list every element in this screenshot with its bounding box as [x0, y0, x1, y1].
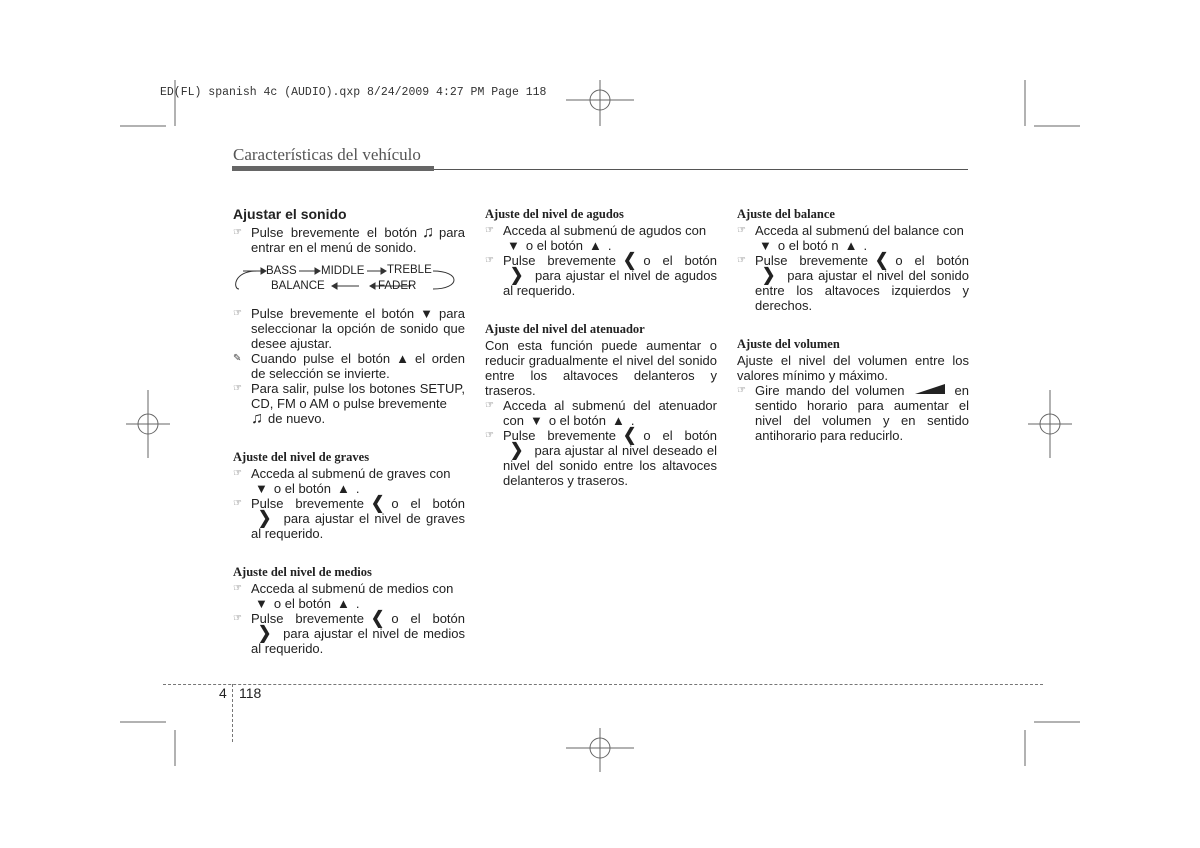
list-item: ☞ Para salir, pulse los botones SETUP, CD, FM o AM o pulse brevemente ♫ de nuevo.	[233, 381, 465, 427]
hand-bullet-icon: ☞	[737, 385, 746, 396]
hand-bullet-icon: ☞	[233, 468, 242, 479]
volumen-description: Ajuste el nivel del volumen entre los valores mínimo y máximo.	[737, 353, 969, 383]
sound-sequence-diagram	[233, 263, 465, 301]
heading-atenuador: Ajuste del nivel del atenuador	[485, 322, 645, 336]
hand-bullet-icon: ☞	[485, 430, 494, 441]
list-item: ☞ Pulse brevemente el botón ♫ para entrar en el menú de sonido.	[233, 224, 465, 255]
up-arrow-icon: ▲	[588, 238, 602, 253]
left-chevron-icon: ❮	[623, 426, 637, 445]
heading-sound: Ajustar el sonido	[233, 206, 347, 222]
page-number-value: 118	[239, 685, 262, 701]
list-item: ☞ Acceda al submenú de graves con ▼ o el botón ▲ .	[233, 466, 451, 496]
list-item: ☞ Pulse brevemente ❮ o el botón❯ para ajustar el nivel de agudos al requerido.	[485, 251, 717, 298]
hand-bullet-icon: ☞	[233, 227, 242, 238]
hand-bullet-icon: ☞	[233, 308, 242, 319]
down-arrow-icon: ▼	[507, 238, 520, 253]
print-file-info: ED(FL) spanish 4c (AUDIO).qxp 8/24/2009 4:27 PM Page 118	[160, 86, 547, 99]
title-rule-thick	[232, 166, 434, 171]
down-arrow-icon: ▼	[420, 306, 433, 321]
note-item: ✎ Cuando pulse el botón ▲ el orden de selección se invierte.	[233, 351, 465, 381]
list-item: ☞ Acceda al submenú de agudos con ▼ o el botón ▲ .	[485, 223, 707, 253]
right-chevron-icon: ❯	[510, 266, 524, 285]
hand-bullet-icon: ☞	[233, 383, 242, 394]
hand-bullet-icon: ☞	[233, 613, 242, 624]
section-title: Características del vehículo	[233, 145, 421, 164]
left-chevron-icon: ❮	[623, 251, 637, 270]
volume-wedge-icon	[915, 384, 945, 394]
list-item: ☞ Pulse brevemente ❮ o el botón❯ para ajustar el nivel de graves al requerido.	[233, 494, 465, 541]
up-arrow-icon: ▲	[336, 596, 350, 611]
heading-agudos: Ajuste del nivel de agudos	[485, 207, 624, 221]
down-arrow-icon: ▼	[255, 481, 268, 496]
hand-bullet-icon: ☞	[233, 498, 242, 509]
list-item: ☞ Pulse brevemente el botón ▼ para seleccionar la opción de sonido que desee ajustar.	[233, 306, 465, 351]
footer-dashed-rule	[163, 684, 1043, 685]
down-arrow-icon: ▼	[529, 413, 543, 428]
hand-bullet-icon: ☞	[485, 225, 494, 236]
chapter-number: 4	[219, 685, 227, 701]
list-item: ☞ Pulse brevemente ❮ o el botón❯ para ajustar el nivel del sonido entre los altavoces izquierdos y derechos.	[737, 251, 969, 313]
seq-treble: TREBLE	[387, 264, 432, 276]
list-item: ☞ Pulse brevemente ❮ o el botón❯ para ajustar al nivel deseado el nivel del sonido entre los altavoces delanteros y traseros.	[485, 426, 717, 488]
list-item: ☞ Acceda al submenú del atenuador con ▼ o el botón ▲ .	[485, 398, 717, 428]
seq-balance: BALANCE	[271, 280, 325, 292]
pencil-note-icon: ✎	[233, 353, 242, 364]
hand-bullet-icon: ☞	[485, 400, 494, 411]
right-chevron-icon: ❯	[762, 266, 776, 285]
down-arrow-icon: ▼	[759, 238, 772, 253]
seq-fader: FADER	[378, 280, 417, 292]
title-rule-thin	[434, 169, 968, 170]
hand-bullet-icon: ☞	[485, 255, 494, 266]
music-button-icon: ♫	[421, 224, 434, 241]
left-chevron-icon: ❮	[371, 494, 385, 513]
music-button-icon: ♫	[251, 410, 263, 427]
hand-bullet-icon: ☞	[737, 225, 746, 236]
right-chevron-icon: ❯	[510, 441, 524, 460]
up-arrow-icon: ▲	[336, 481, 350, 496]
left-chevron-icon: ❮	[371, 609, 385, 628]
hand-bullet-icon: ☞	[737, 255, 746, 266]
right-chevron-icon: ❯	[258, 509, 272, 528]
atenuador-description: Con esta función puede aumentar o reducir gradualmente el nivel del sonido entre los altavoces delanteros y traseros.	[485, 338, 717, 398]
up-arrow-icon: ▲	[611, 413, 625, 428]
up-arrow-icon: ▲	[844, 238, 858, 253]
column-1	[233, 207, 465, 656]
heading-balance: Ajuste del balance	[737, 207, 835, 221]
list-item: ☞ Pulse brevemente ❮ o el botón❯ para ajustar el nivel de medios al requerido.	[233, 609, 465, 656]
footer-dashed-divider	[232, 684, 233, 742]
left-chevron-icon: ❮	[875, 251, 889, 270]
list-item: ☞ Gire mando del volumen en sentido horario para aumentar el nivel del volumen y en sentido antihorario para reducirlo.	[737, 383, 969, 443]
list-item: ☞ Acceda al submenú del balance con ▼ o el botó n ▲ .	[737, 223, 964, 253]
right-chevron-icon: ❯	[258, 624, 272, 643]
up-arrow-icon: ▲	[396, 351, 409, 366]
list-item: ☞ Acceda al submenú de medios con ▼ o el botón ▲ .	[233, 581, 454, 611]
down-arrow-icon: ▼	[255, 596, 268, 611]
seq-bass: BASS	[266, 265, 297, 277]
column-3	[737, 207, 969, 443]
heading-volumen: Ajuste del volumen	[737, 337, 840, 351]
hand-bullet-icon: ☞	[233, 583, 242, 594]
seq-middle: MIDDLE	[321, 265, 365, 277]
column-2	[485, 207, 717, 488]
heading-graves: Ajuste del nivel de graves	[233, 450, 370, 464]
heading-medios: Ajuste del nivel de medios	[233, 565, 372, 579]
